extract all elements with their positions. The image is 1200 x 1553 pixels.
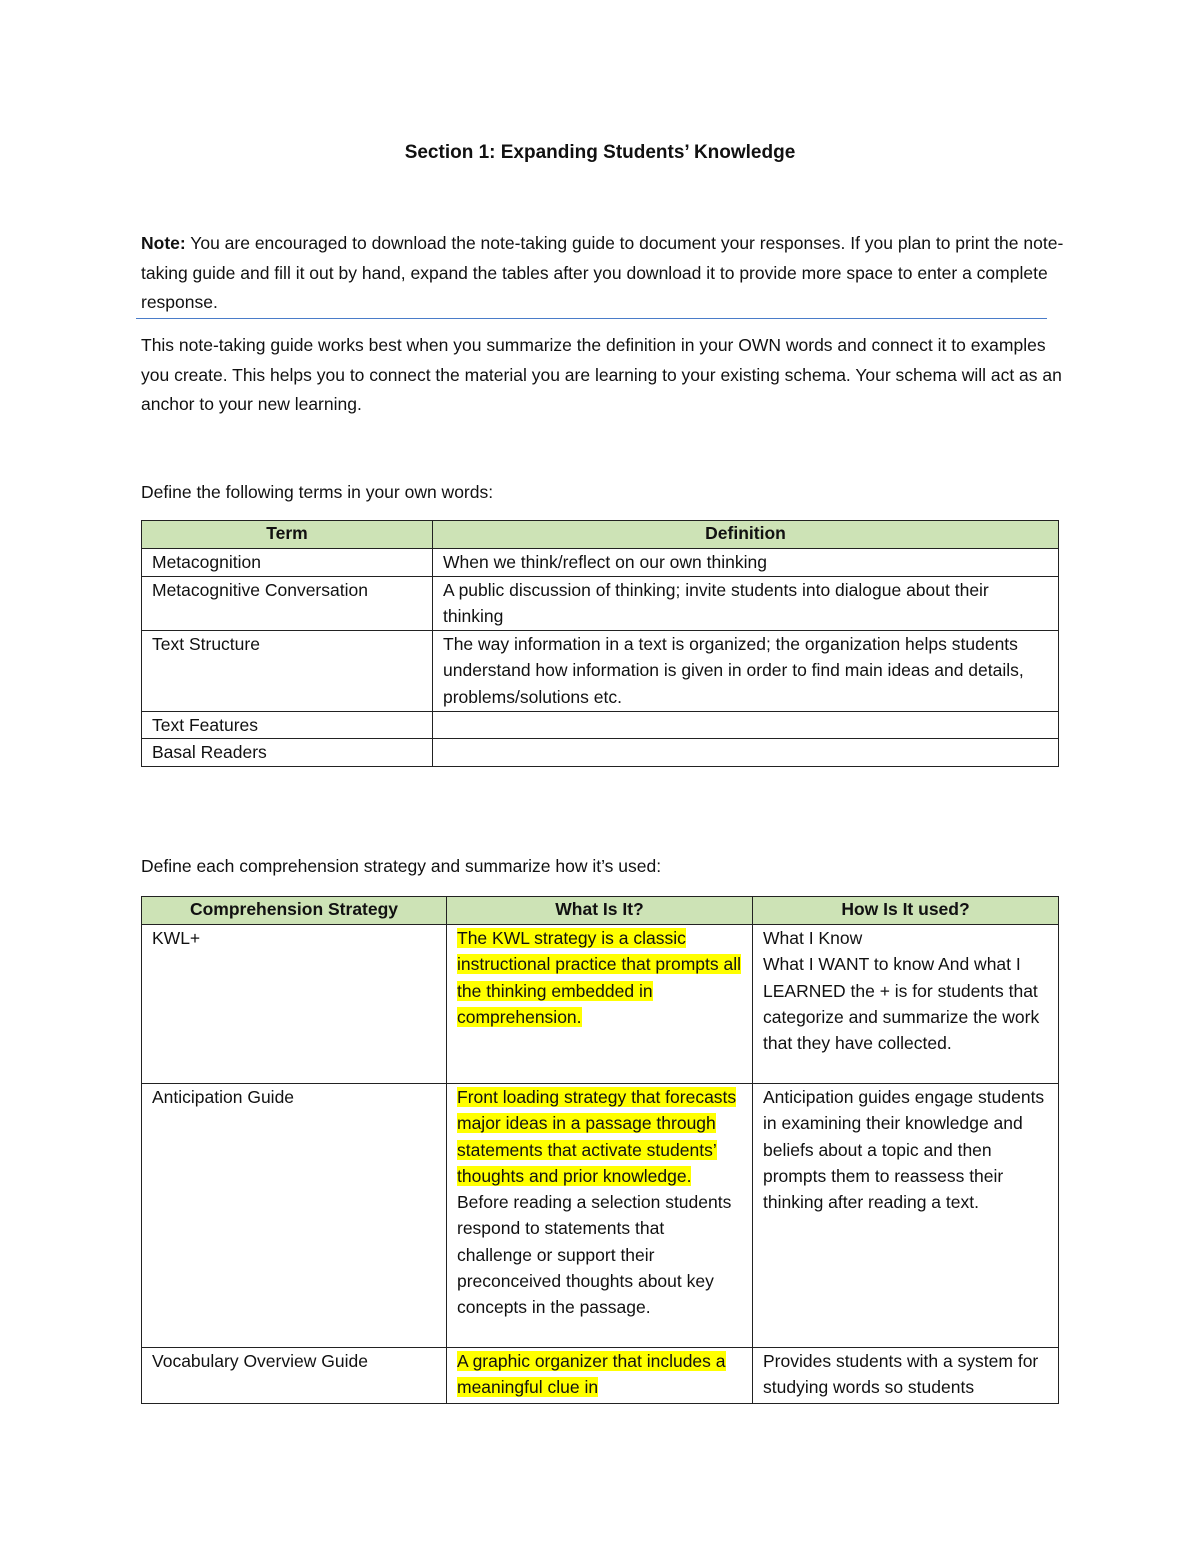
horizontal-rule (136, 318, 1047, 319)
term-cell: Text Features (142, 711, 433, 739)
strategy-name-cell: KWL+ (142, 925, 447, 1084)
terms-header-definition: Definition (433, 521, 1059, 549)
what-is-it-cell[interactable] (447, 925, 753, 1084)
definition-cell[interactable] (433, 739, 1059, 767)
highlighted-text: Front loading strategy that forecasts major ideas in a passage through statements that activate students’ thoughts and prior knowledge. (457, 1087, 737, 1186)
highlighted-text: The KWL strategy is a classic instructional practice that prompts all the thinking embedded in comprehension. (457, 928, 742, 1027)
terms-header-row (142, 521, 1059, 549)
strategy-header-strategy: Comprehension Strategy (142, 897, 447, 925)
terms-table (141, 520, 1059, 767)
how-used-cell[interactable]: Provides students with a system for studying words so students (753, 1348, 1059, 1404)
term-cell: Text Structure (142, 630, 433, 711)
terms-intro: Define the following terms in your own words: (141, 482, 494, 502)
note-text: You are encouraged to download the note-taking guide to document your responses. If you plan to print the note-taking guide and fill it out by hand, expand the tables after you download it to provide more space to enter a complete response. (141, 233, 1064, 312)
strategy-header-how: How Is It used? (753, 897, 1059, 925)
what-is-it-cell[interactable] (447, 1084, 753, 1348)
definition-cell[interactable]: When we think/reflect on our own thinking (433, 549, 1059, 577)
plain-text: Before reading a selection students respond to statements that challenge or support their preconceived thoughts about key concepts in the passage. (457, 1192, 732, 1318)
note-paragraph (141, 229, 1071, 318)
schema-paragraph: This note-taking guide works best when you summarize the definition in your OWN words and connect it to examples you create. This helps you to connect the material you are learning to your existing schema. Your schema will act as an anchor to your new learning. (141, 335, 1062, 414)
terms-header-term: Term (142, 521, 433, 549)
strategy-header-row (142, 897, 1059, 925)
table-row (142, 925, 1059, 1084)
table-row (142, 1084, 1059, 1348)
strategy-name-cell: Anticipation Guide (142, 1084, 447, 1348)
definition-cell[interactable]: A public discussion of thinking; invite students into dialogue about their thinking (433, 576, 1059, 630)
strategy-header-what: What Is It? (447, 897, 753, 925)
what-is-it-cell[interactable] (447, 1348, 753, 1404)
term-cell: Basal Readers (142, 739, 433, 767)
definition-cell[interactable]: The way information in a text is organized; the organization helps students understand how information is given in order to find main ideas and details, problems/solutions etc. (433, 630, 1059, 711)
highlighted-text: A graphic organizer that includes a meaningful clue in (457, 1351, 726, 1398)
how-used-cell[interactable]: What I Know What I WANT to know And what I LEARNED the + is for students that categorize and summarize the work that they have collected. (753, 925, 1059, 1084)
term-cell: Metacognitive Conversation (142, 576, 433, 630)
term-cell: Metacognition (142, 549, 433, 577)
definition-cell[interactable] (433, 711, 1059, 739)
strategy-intro: Define each comprehension strategy and summarize how it’s used: (141, 856, 662, 876)
strategy-name-cell: Vocabulary Overview Guide (142, 1348, 447, 1404)
table-row (142, 1348, 1059, 1404)
table-row (142, 576, 1059, 630)
table-row (142, 549, 1059, 577)
note-label: Note: (141, 233, 186, 253)
strategy-table (141, 896, 1059, 1404)
table-row (142, 739, 1059, 767)
how-used-cell[interactable]: Anticipation guides engage students in examining their knowledge and beliefs about a topic and then prompts them to reassess their thinking after reading a text. (753, 1084, 1059, 1348)
page-title: Section 1: Expanding Students’ Knowledge (404, 142, 796, 163)
table-row (142, 711, 1059, 739)
table-row (142, 630, 1059, 711)
